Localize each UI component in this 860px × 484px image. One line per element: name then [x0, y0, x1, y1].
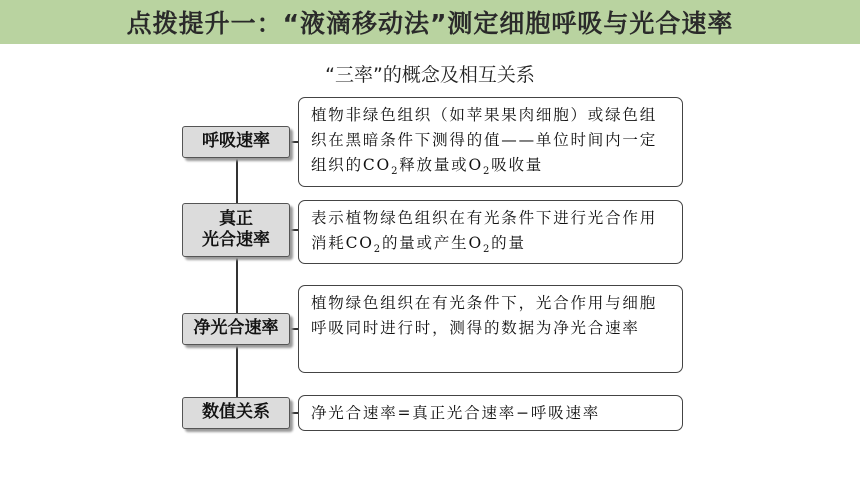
connector-vertical-line: [236, 155, 238, 413]
desc-text: 的量或产生O: [381, 233, 483, 252]
desc-text: 释放量或O: [399, 155, 483, 174]
o2-subscript: 2: [482, 243, 492, 255]
co2-subscript: 2: [373, 243, 382, 255]
section-subtitle: “三率”的概念及相互关系: [325, 64, 535, 86]
label-line: 光合速率: [202, 230, 270, 250]
label-line: 真正: [219, 208, 253, 229]
desc-text: 的量: [491, 233, 526, 252]
desc-gross-photosynthesis-rate: [298, 200, 683, 264]
o2-subscript: 2: [482, 165, 492, 177]
desc-text: 表示植物绿色组织在有光条件下进行光合作用消耗CO: [311, 209, 658, 252]
desc-net-photosynthesis-rate: 植物绿色组织在有光条件下，光合作用与细胞呼吸同时进行时，测得的数据为净光合速率: [298, 285, 683, 373]
desc-text: 吸收量: [491, 155, 544, 174]
desc-numeric-relationship: 净光合速率=真正光合速率−呼吸速率: [298, 395, 683, 431]
label-respiration-rate: 呼吸速率: [182, 126, 290, 158]
desc-respiration-rate: [298, 97, 683, 187]
co2-subscript: 2: [391, 165, 400, 177]
desc-text: 植物非绿色组织（如苹果果肉细胞）或绿色组织在黑暗条件下测得的值——单位时间内一定组织的CO: [311, 106, 658, 174]
title-banner: [0, 0, 860, 44]
label-gross-photosynthesis-rate: [182, 203, 290, 257]
page-title: 点拨提升一：“液滴移动法”测定细胞呼吸与光合速率: [126, 9, 734, 38]
label-numeric-relationship: 数值关系: [182, 397, 290, 429]
label-net-photosynthesis-rate: 净光合速率: [182, 313, 290, 345]
